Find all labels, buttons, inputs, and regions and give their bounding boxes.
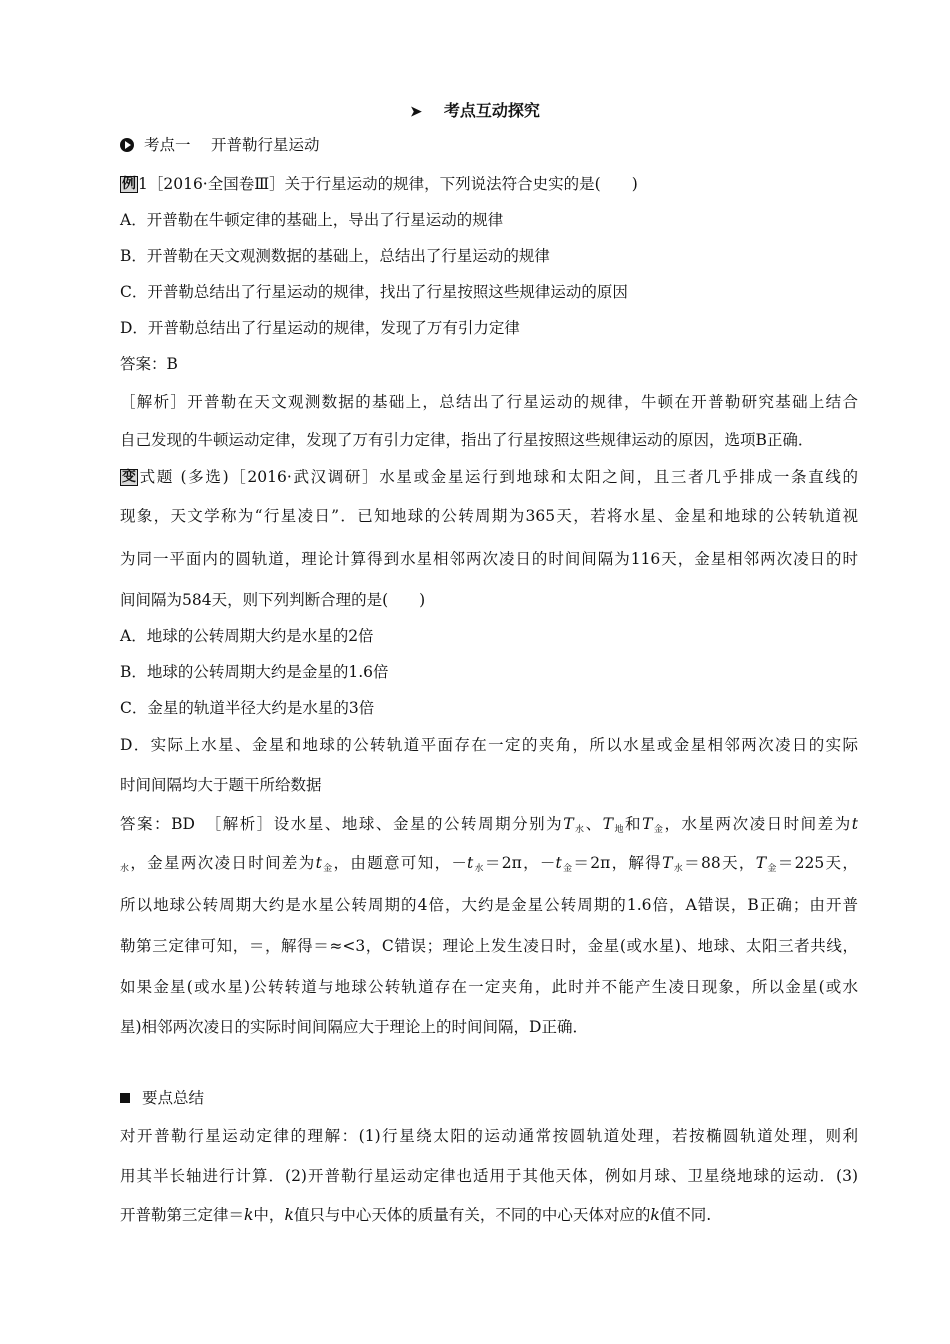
example-analysis-line: ［解析］开普勒在天文观测数据的基础上，总结出了行星运动的规律，牛顿在开普勒研究基础上结合 (120, 393, 858, 411)
play-circle-icon (120, 138, 134, 152)
summary-line: 对开普勒行星运动定律的理解：(1)行星绕太阳的运动通常按圆轨道处理，若按椭圆轨道处理，则利 (120, 1127, 858, 1145)
example-analysis-line: 自己发现的牛顿运动定律，发现了万有引力定律，指出了行星按照这些规律运动的原因，选项B正确． (120, 431, 814, 449)
variant-answer-line: 勒第三定律可知，＝，解得＝≈<3，C错误；理论上发生凌日时，金星(或水星)、地球、太阳三者共线， (120, 937, 858, 955)
variant-answer-line: 所以地球公转周期大约是水星公转周期的4倍，大约是金星公转周期的1.6倍，A错误，B正确；由开普 (120, 896, 858, 914)
variant-option-d: D．实际上水星、金星和地球的公转轨道平面存在一定的夹角，所以水星或金星相邻两次凌日的实际 (120, 736, 858, 754)
variant-stem-line: 为同一平面内的圆轨道，理论计算得到水星相邻两次凌日的时间间隔为116天，金星相邻两次凌日的时 (120, 550, 858, 568)
example-tag-icon: 例 (122, 176, 136, 192)
variant-option-a: A．地球的公转周期大约是水星的2倍 (120, 627, 374, 645)
variant-answer-line: $_水$，金星两次凌日时间差为$t_金$，由题意可知，$-t_水=2\pi$，$-t_金=2\pi$，解得$T_水=88$天，$T_金=225$天， (120, 854, 858, 874)
variant-stem-line: 现象，天文学称为“行星凌日”．已知地球的公转周期为365天，若将水星、金星和地球的公转轨道视 (120, 507, 858, 525)
summary-heading: 要点总结 (120, 1088, 204, 1108)
variant-answer-line: 答案：BD ［解析］设水星、地球、金星的公转周期分别为$T_水$、$T_地$和$T_金$，水星两次凌日时间差为t (120, 815, 858, 835)
summary-line: 开普勒第三定律＝k中，k值只与中心天体的质量有关，不同的中心天体对应的k值不同. (120, 1206, 712, 1224)
square-bullet-icon (120, 1093, 130, 1103)
example-option-a: A．开普勒在牛顿定律的基础上，导出了行星运动的规律 (120, 211, 504, 229)
variant-option-d-cont: 时间间隔均大于题干所给数据 (120, 776, 322, 794)
variant-answer-line: 如果金星(或水星)公转转道与地球公转轨道存在一定夹角，此时并不能产生凌日现象，所以金星(或水 (120, 978, 858, 996)
variant-stem-line: 间间隔为584天，则下列判断合理的是( ) (120, 591, 426, 609)
topic-heading: 考点一 开普勒行星运动 (120, 135, 319, 155)
summary-line: 用其半长轴进行计算．(2)开普勒行星运动定律也适用于其他天体，例如月球、卫星绕地球的运动．(3) (120, 1167, 858, 1185)
example-option-b: B．开普勒在天文观测数据的基础上，总结出了行星运动的规律 (120, 247, 550, 265)
example-answer: 答案：B (120, 355, 178, 373)
variant-answer-line: 星)相邻两次凌日的实际时间间隔应大于理论上的时间间隔，D正确． (120, 1018, 588, 1036)
example-option-d: D．开普勒总结出了行星运动的规律，发现了万有引力定律 (120, 319, 520, 337)
variant-option-b: B．地球的公转周期大约是金星的1.6倍 (120, 663, 389, 681)
variant-stem-line: 变 式题 (多选)［2016·武汉调研］水星或金星运行到地球和太阳之间，且三者几乎排成一条直线的 (122, 468, 858, 486)
variant-tag-icon: 变 (122, 469, 136, 485)
example-option-c: C．开普勒总结出了行星运动的规律，找出了行星按照这些规律运动的原因 (120, 283, 628, 301)
section-title: ➤ 考点互动探究 (410, 101, 540, 120)
arrow-bullet-icon: ➤ (410, 104, 422, 120)
variant-option-c: C．金星的轨道半径大约是水星的3倍 (120, 699, 375, 717)
example-stem: 例 1［2016·全国卷Ⅲ］关于行星运动的规律，下列说法符合史实的是( ) (122, 175, 638, 193)
